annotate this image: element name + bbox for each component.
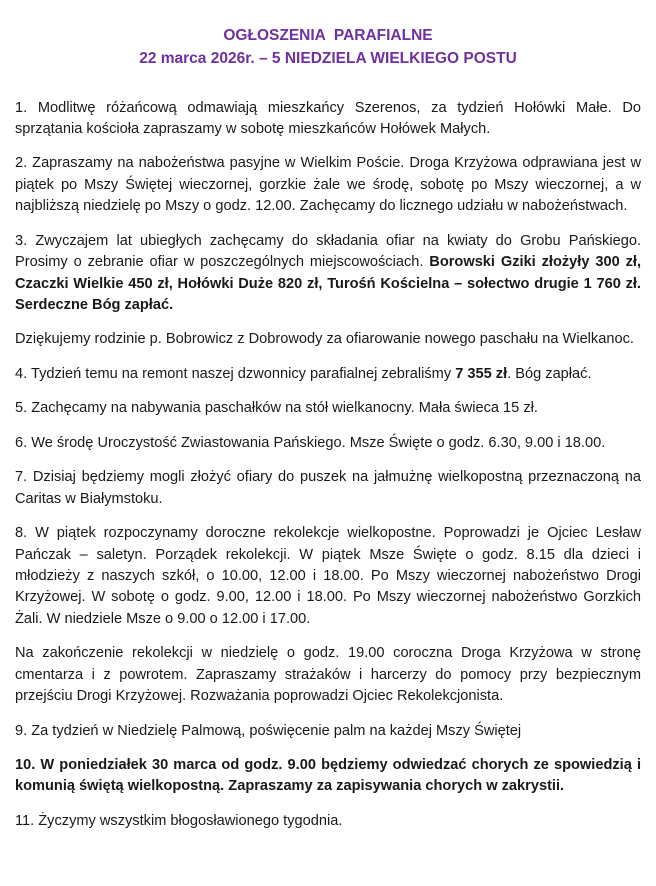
paragraph [15,153,641,217]
document-subtitle: 22 marca 2026r. – 5 NIEDZIELA WIELKIEGO POSTU [139,50,517,68]
paragraph [15,721,641,742]
text-run: 1. Modlitwę różańcową odmawiają mieszkańcy Szerenos, za tydzień Hołówki Małe. Do sprzątania kościoła zapraszamy w sobotę mieszkańców Hołówek Małych. [15,99,641,137]
text-run: 8. W piątek rozpoczynamy doroczne rekolekcje wielkopostne. Poprowadzi je Ojciec Lesław Pańczak – saletyn. Porządek rekolekcji. W piątek Msze Święte o godz. 8.15 dla dzieci i młodzieży z naszych szkół, o 10.00, 12.00 i 18.00. Po Mszy wieczornej nabożeństwo Drogi Krzyżowej. W sobotę o godz. 9.00, 12.00 i 18.00. Po Mszy wieczornej nabożeństwo Gorzkich Żali. W niedziele Msze o 9.00 o 12.00 i 17.00. [15,525,641,627]
text-run: 4. Tydzień temu na remont naszej dzwonnicy parafialnej zebraliśmy [15,365,456,382]
paragraph [15,755,641,798]
paragraph [15,811,641,832]
paragraph [15,98,641,141]
text-run: 11. Życzymy wszystkim błogosławionego tygodnia. [15,812,343,829]
text-run: 7. Dzisiaj będziemy mogli złożyć ofiary do puszek na jałmużnę wielkopostną przeznaczoną na Caritas w Białymstoku. [15,469,641,507]
paragraph [15,329,641,350]
paragraph [15,523,641,630]
text-run: 9. Za tydzień w Niedzielę Palmową, poświęcenie palm na każdej Mszy Świętej [15,722,522,739]
paragraph [15,433,641,454]
text-run: 7 355 zł [455,365,508,382]
announcements-body [15,98,641,833]
document-header [15,24,641,71]
paragraph [15,467,641,510]
text-run: Borowski Gziki złożyły 300 zł, Czaczki Wielkie 450 zł, Hołówki Duże 820 zł, Turośń Kościelna – sołectwo drugie 1 760 zł. Serdeczne Bóg zapłać. [15,254,641,313]
text-run: 2. Zapraszamy na nabożeństwa pasyjne w Wielkim Poście. Droga Krzyżowa odprawiana jest w piątek po Mszy Świętej wieczornej, gorzkie żale we środę, sobotę po Mszy wieczornej, a w najbliższą niedzielę po Mszy o godz. 12.00. Zachęcamy do licznego udziału w nabożeństwach. [15,155,641,215]
paragraph [15,398,641,419]
paragraph [15,231,641,317]
paragraph [15,643,641,707]
document-title: OGŁOSZENIA PARAFIALNE [223,27,433,44]
text-run: 5. Zachęcamy na nabywania paschałków na stół wielkanocny. Mała świeca 15 zł. [15,400,538,417]
paragraph [15,364,641,385]
text-run: 3. Zwyczajem lat ubiegłych zachęcamy do składania ofiar na kwiaty do Grobu Pańskiego. Prosimy o zebranie ofiar w poszczególnych miejscowościach. [15,232,641,271]
text-run: 10. W poniedziałek 30 marca od godz. 9.00 będziemy odwiedzać chorych ze spowiedzią i komunią świętą wielkopostną. Zapraszamy za zapisywania chorych w zakrystii. [15,757,641,795]
text-run: Dziękujemy rodzinie p. Bobrowicz z Dobrowody za ofiarowanie nowego paschału na Wielkanoc. [15,331,634,348]
text-run: Na zakończenie rekolekcji w niedzielę o godz. 19.00 coroczna Droga Krzyżowa w stronę cmentarza i z powrotem. Zapraszamy strażaków i harcerzy do pomocy przy bezpiecznym przejściu Drogi Krzyżowej. Rozważania poprowadzi Ojciec Rekolekcjonista. [15,645,641,705]
text-run: . Bóg zapłać. [507,365,592,382]
text-run: 6. We środę Uroczystość Zwiastowania Pańskiego. Msze Święte o godz. 6.30, 9.00 i 18.00. [15,434,606,451]
